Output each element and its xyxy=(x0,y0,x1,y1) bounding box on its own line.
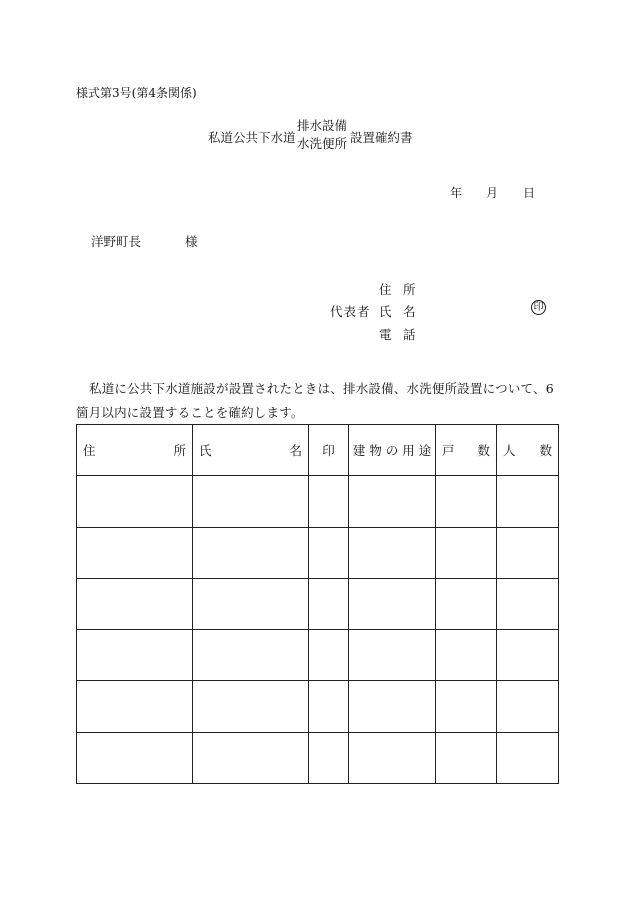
title-suffix: 設置確約書 xyxy=(350,130,413,145)
cell-building-use[interactable] xyxy=(349,630,436,681)
cell-persons[interactable] xyxy=(497,732,559,783)
cell-households[interactable] xyxy=(436,630,497,681)
applicant-phone-label-a: 電 xyxy=(379,327,393,342)
header-address xyxy=(77,425,193,476)
header-households-a: 戸 xyxy=(442,443,455,459)
date-day: 日 xyxy=(523,186,536,200)
table-row xyxy=(77,681,559,732)
header-name xyxy=(193,425,309,476)
cell-persons[interactable] xyxy=(497,476,559,527)
cell-name[interactable] xyxy=(193,732,309,783)
pledge-table xyxy=(76,424,559,784)
table-row xyxy=(77,630,559,681)
cell-seal[interactable] xyxy=(309,527,349,578)
cell-name[interactable] xyxy=(193,476,309,527)
table-row xyxy=(77,476,559,527)
cell-building-use[interactable] xyxy=(349,476,436,527)
pledge-body-text: 私道に公共下水道施設が設置されたときは、排水設備、水洗便所設置について、6箇月以内に設置することを確約します。 xyxy=(76,381,554,420)
cell-seal[interactable] xyxy=(309,578,349,629)
date-year: 年 xyxy=(450,186,463,200)
addressee-name: 洋野町長 xyxy=(91,234,142,249)
title-stack-bottom: 水洗便所 xyxy=(297,136,348,151)
applicant-representative-label: 代表者 xyxy=(330,304,371,319)
addressee-honorific: 様 xyxy=(185,234,198,249)
cell-address[interactable] xyxy=(77,476,193,527)
applicant-name-label-a: 氏 xyxy=(379,304,393,319)
cell-seal[interactable] xyxy=(309,681,349,732)
cell-households[interactable] xyxy=(436,476,497,527)
date-month: 月 xyxy=(486,186,499,200)
title-stack xyxy=(297,117,347,153)
table-header-row xyxy=(77,425,559,476)
cell-address[interactable] xyxy=(77,578,193,629)
cell-seal[interactable] xyxy=(309,732,349,783)
table-row xyxy=(77,578,559,629)
table-row xyxy=(77,732,559,783)
header-households xyxy=(436,425,497,476)
header-persons xyxy=(497,425,559,476)
cell-name[interactable] xyxy=(193,630,309,681)
cell-households[interactable] xyxy=(436,732,497,783)
header-households-b: 数 xyxy=(477,443,490,459)
form-number: 様式第3号(第4条関係) xyxy=(76,86,197,100)
header-name-b: 名 xyxy=(289,443,302,459)
cell-address[interactable] xyxy=(77,630,193,681)
cell-persons[interactable] xyxy=(497,578,559,629)
cell-persons[interactable] xyxy=(497,527,559,578)
cell-building-use[interactable] xyxy=(349,578,436,629)
header-seal xyxy=(309,425,349,476)
header-name-a: 氏 xyxy=(199,443,212,459)
header-address-a: 住 xyxy=(83,443,96,459)
cell-seal[interactable] xyxy=(309,476,349,527)
applicant-name-label-b: 名 xyxy=(403,304,417,319)
header-address-b: 所 xyxy=(173,443,186,459)
header-building-use-text: 建 物 の 用 途 xyxy=(352,443,432,459)
cell-name[interactable] xyxy=(193,681,309,732)
cell-persons[interactable] xyxy=(497,681,559,732)
cell-address[interactable] xyxy=(77,681,193,732)
header-persons-a: 人 xyxy=(503,443,516,459)
cell-households[interactable] xyxy=(436,527,497,578)
applicant-address-label-a: 住 xyxy=(379,282,393,297)
table-row xyxy=(77,527,559,578)
applicant-phone-label-b: 話 xyxy=(403,327,417,342)
cell-households[interactable] xyxy=(436,681,497,732)
cell-address[interactable] xyxy=(77,732,193,783)
header-seal-text: 印 xyxy=(322,443,335,459)
cell-name[interactable] xyxy=(193,527,309,578)
cell-building-use[interactable] xyxy=(349,527,436,578)
seal-mark: 印 xyxy=(531,300,546,315)
cell-address[interactable] xyxy=(77,527,193,578)
cell-building-use[interactable] xyxy=(349,681,436,732)
cell-building-use[interactable] xyxy=(349,732,436,783)
cell-name[interactable] xyxy=(193,578,309,629)
header-persons-b: 数 xyxy=(539,443,552,459)
cell-persons[interactable] xyxy=(497,630,559,681)
title-stack-top: 排水設備 xyxy=(297,118,348,133)
applicant-address-label-b: 所 xyxy=(403,282,417,297)
header-building-use xyxy=(349,425,436,476)
title-prefix: 私道公共下水道 xyxy=(208,130,296,145)
cell-seal[interactable] xyxy=(309,630,349,681)
cell-households[interactable] xyxy=(436,578,497,629)
